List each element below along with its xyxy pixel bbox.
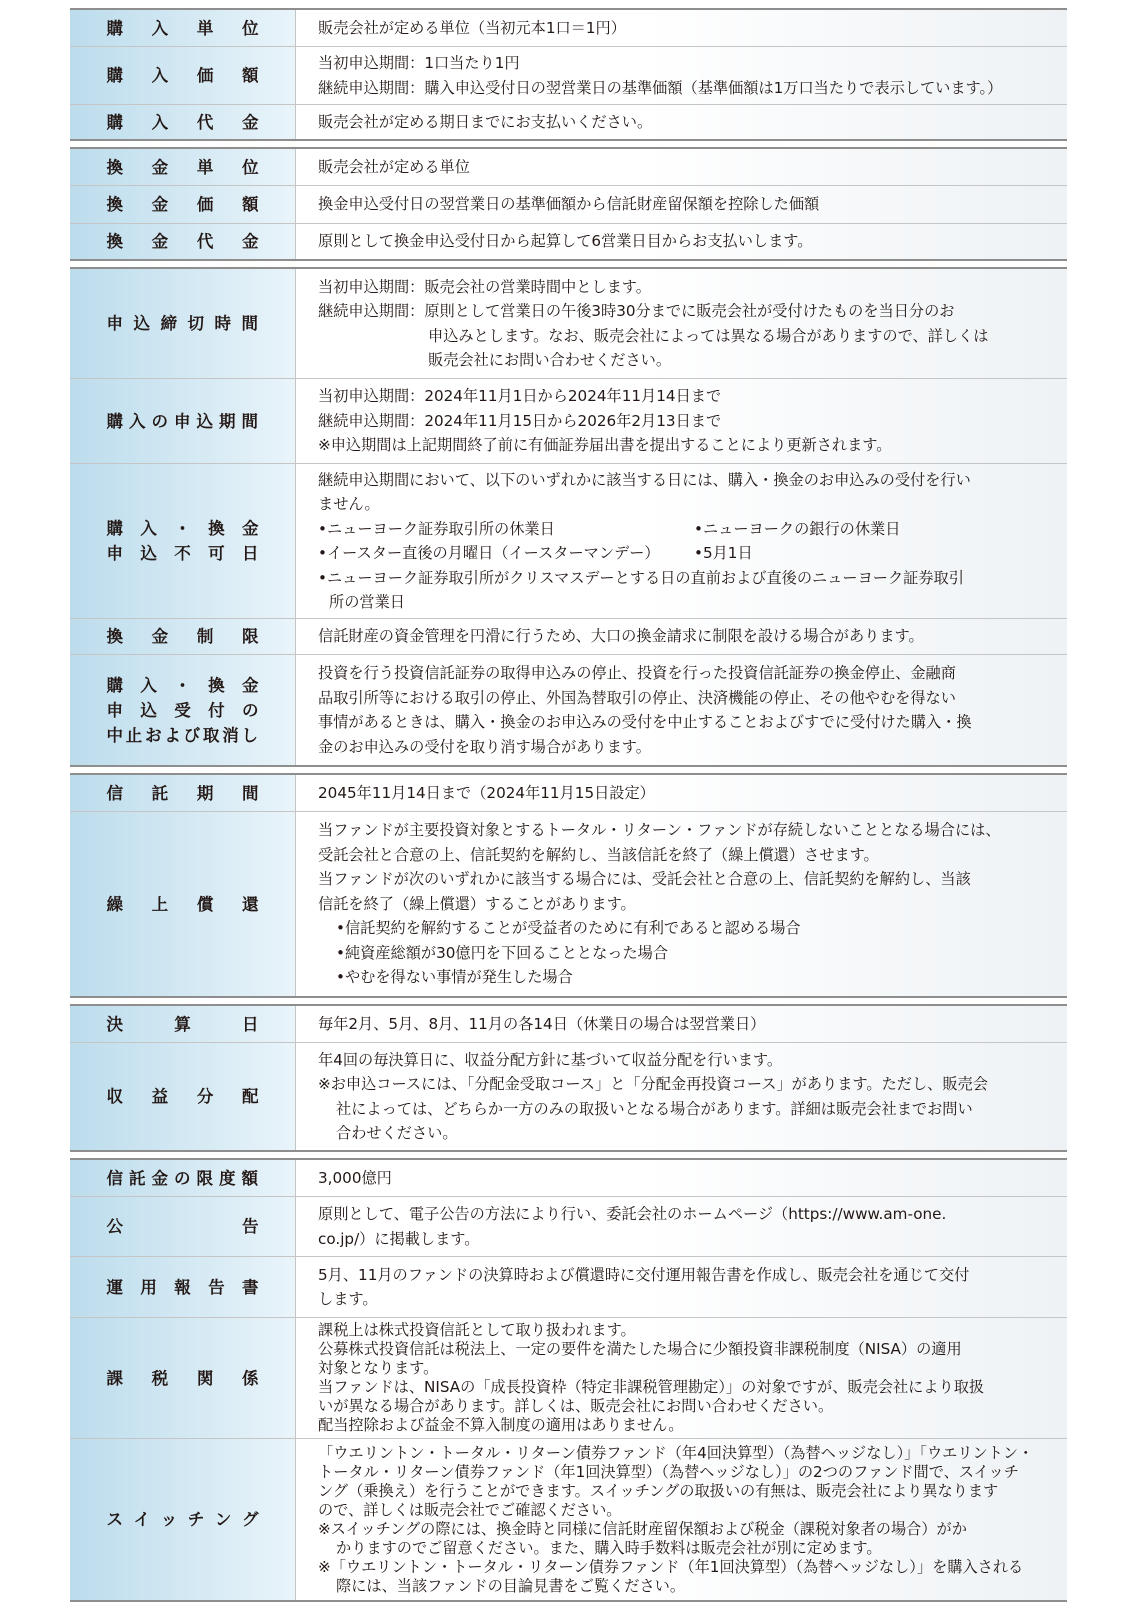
value-line: 換金申込受付日の翌営業日の基準価額から信託財産留保額を控除した価額 <box>318 195 820 214</box>
value-line: 当ファンドが主要投資対象とするトータル・リターン・ファンドが存続しないこととなる場合には、 <box>318 821 1001 840</box>
row-label <box>70 775 296 811</box>
row-label <box>70 1257 296 1317</box>
value-line: ※申込期間は上記期間終了前に有価証券届出書を提出することにより更新されます。 <box>318 436 892 455</box>
value-line: 当初申込期間：1口当たり1円 <box>318 54 520 72</box>
value-line: 所の営業日 <box>329 593 405 611</box>
value-line: ません。 <box>318 495 380 513</box>
label-text: 運 用 報 告 書 <box>106 1277 259 1297</box>
row-value <box>296 105 1067 139</box>
row-value <box>296 10 1067 46</box>
value-line: いが異なる場合があります。詳しくは、販売会社にお問い合わせください。 <box>318 1397 834 1415</box>
row-redemption-price <box>70 185 1067 223</box>
row-label <box>70 619 296 654</box>
label-text: 中 止 お よ び 取 消 し <box>106 725 259 745</box>
label-text: 換 金 制 限 <box>106 627 259 646</box>
label-text: 収 益 分 配 <box>106 1087 259 1106</box>
value-line: ※「ウエリントン・トータル・リターン債券ファンド（年1回決算型）（為替ヘッジなし）」を購入される <box>318 1557 1024 1576</box>
row-trust-limit <box>70 1160 1067 1196</box>
label-text: 申 込 不 可 日 <box>106 544 259 563</box>
row-label <box>70 464 296 618</box>
value-line: します。 <box>318 1290 378 1308</box>
value-line: 継続申込期間：購入申込受付日の翌営業日の基準価額（基準価額は1万口当たりで表示しています。） <box>318 78 1003 97</box>
row-label <box>70 10 296 46</box>
value-line: 金のお申込みの受付を取り消す場合があります。 <box>318 737 651 756</box>
value-line: 信託財産の資金管理を円滑に行うため、大口の換金請求に制限を設ける場合があります。 <box>318 627 924 646</box>
value-line: 当ファンドが次のいずれかに該当する場合には、受託会社と合意の上、信託契約を解約し、当該 <box>318 870 971 889</box>
row-value <box>296 1043 1067 1150</box>
value-line: 毎年2月、5月、8月、11月の各14日（休業日の場合は翌営業日） <box>318 1014 766 1033</box>
row-label <box>70 1006 296 1042</box>
value-line: 販売会社が定める単位 <box>318 157 470 176</box>
row-trust-period <box>70 775 1067 811</box>
value-line: 社によっては、どちらか一方のみの取扱いとなる場合があります。詳細は販売会社までお問い <box>336 1099 973 1118</box>
redemption-group <box>70 147 1067 261</box>
value-line: 「ウエリントン・トータル・リターン債券ファンド（年4回決算型）（為替ヘッジなし）」「ウエリントン・ <box>318 1443 1034 1462</box>
value-line: 信託を終了（繰上償還）することがあります。 <box>318 894 636 913</box>
label-text: 購 入 の 申 込 期 間 <box>106 411 259 431</box>
row-value <box>296 186 1067 223</box>
value-line: ※お申込コースには、「分配金受取コース」と「分配金再投資コース」があります。ただし、販売会 <box>318 1075 988 1093</box>
value-line: 際には、当該ファンドの目論見書をご覧ください。 <box>336 1576 686 1595</box>
value-line: 事情があるときは、購入・換金のお申込みの受付を中止することおよびすでに受付けた購入・換 <box>318 713 972 731</box>
row-redemption-payment <box>70 223 1067 259</box>
value-line: •ニューヨーク証券取引所の休業日 <box>318 519 555 538</box>
value-line: ので、詳しくは販売会社でご確認ください。 <box>318 1500 622 1519</box>
row-suspension <box>70 654 1067 765</box>
row-settlement-date <box>70 1006 1067 1042</box>
row-label <box>70 269 296 378</box>
row-label <box>70 812 296 996</box>
label-text: 購 入 代 金 <box>106 112 259 132</box>
value-line: 配当控除および益金不算入制度の適用はありません。 <box>318 1416 684 1434</box>
row-value <box>296 224 1067 259</box>
row-label <box>70 47 296 104</box>
row-label <box>70 1439 296 1600</box>
row-value <box>296 1318 1067 1438</box>
row-value <box>296 464 1067 618</box>
value-line: 当ファンドは、NISAの「成長投資枠（特定非課税管理勘定）」の対象ですが、販売会社により取扱 <box>318 1378 985 1396</box>
row-purchase-price <box>70 46 1067 104</box>
other-group <box>70 1158 1067 1602</box>
row-public-notice <box>70 1196 1067 1256</box>
label-text: 購 入 価 額 <box>106 66 259 85</box>
value-line: かりますのでご留意ください。また、購入時手数料は販売会社が別に定めます。 <box>336 1538 882 1557</box>
value-line: 投資を行う投資信託証券の取得申込みの停止、投資を行った投資信託証券の換金停止、金融商 <box>318 664 956 682</box>
row-label <box>70 149 296 185</box>
value-line: ※スイッチングの際には、換金時と同様に信託財産留保額および税金（課税対象者の場合）がか <box>318 1519 967 1538</box>
row-label <box>70 105 296 139</box>
row-value <box>296 1160 1067 1196</box>
row-value <box>296 1257 1067 1317</box>
value-line: 原則として換金申込受付日から起算して6営業日目からお支払いします。 <box>318 232 813 251</box>
label-text: 信 託 期 間 <box>106 783 259 803</box>
row-early-redemption <box>70 811 1067 996</box>
row-value <box>296 149 1067 185</box>
row-label <box>70 1043 296 1150</box>
value-line: 当初申込期間：2024年11月1日から2024年11月14日まで <box>318 387 722 406</box>
value-line: •ニューヨークの銀行の休業日 <box>694 519 901 538</box>
label-text: 繰 上 償 還 <box>106 894 259 914</box>
row-redemption-limit <box>70 618 1067 654</box>
value-line: ング（乗換え）を行うことができます。スイッチングの取扱いの有無は、販売会社により異なります <box>318 1481 999 1500</box>
trust-group <box>70 773 1067 998</box>
row-label <box>70 186 296 223</box>
settlement-group <box>70 1004 1067 1152</box>
row-application-period <box>70 378 1067 463</box>
label-text: 換 金 代 金 <box>106 232 259 251</box>
row-value <box>296 269 1067 378</box>
value-line: 年4回の毎決算日に、収益分配方針に基づいて収益分配を行います。 <box>318 1050 783 1069</box>
row-label <box>70 1197 296 1256</box>
label-text: 購 入 単 位 <box>106 18 259 38</box>
row-value <box>296 1006 1067 1042</box>
value-line: 継続申込期間：原則として営業日の午後3時30分までに販売会社が受付けたものを当日分のお <box>318 302 955 320</box>
row-value <box>296 379 1067 463</box>
row-cutoff-time <box>70 269 1067 378</box>
row-taxation <box>70 1317 1067 1438</box>
label-text: 購 入 ・ 換 金 <box>106 675 259 695</box>
label-text: 課 税 関 係 <box>106 1368 259 1388</box>
value-line: 2045年11月14日まで（2024年11月15日設定） <box>318 783 655 802</box>
value-line: 継続申込期間：2024年11月15日から2026年2月13日まで <box>318 411 722 430</box>
row-label <box>70 1160 296 1196</box>
label-text: 購 入 ・ 換 金 <box>106 519 259 538</box>
value-line: 対象となります。 <box>318 1359 439 1377</box>
row-value <box>296 775 1067 811</box>
row-unavailable-days <box>70 463 1067 618</box>
value-line: 3,000億円 <box>318 1168 392 1187</box>
value-line: co.jp/）に掲載します。 <box>318 1229 480 1248</box>
value-line: 販売会社が定める期日までにお支払いください。 <box>318 112 653 131</box>
fund-summary-table <box>70 8 1067 1602</box>
row-value <box>296 1197 1067 1256</box>
row-label <box>70 379 296 463</box>
value-line: 販売会社にお問い合わせください。 <box>428 351 671 369</box>
label-text: 申 込 締 切 時 間 <box>106 314 259 333</box>
label-text: 申 込 受 付 の <box>106 700 259 720</box>
value-pair <box>318 541 1053 566</box>
row-value <box>296 655 1067 765</box>
row-redemption-unit <box>70 149 1067 185</box>
row-purchase-unit <box>70 10 1067 46</box>
row-distribution <box>70 1042 1067 1150</box>
value-line: 課税上は株式投資信託として取り扱われます。 <box>318 1321 636 1339</box>
value-line: 販売会社が定める単位（当初元本1口＝1円） <box>318 18 626 37</box>
value-line: 原則として、電子公告の方法により行い、委託会社のホームページ（https://www.am-one. <box>318 1205 947 1223</box>
row-value <box>296 47 1067 104</box>
value-line: 合わせください。 <box>336 1124 458 1142</box>
value-line: 5月、11月のファンドの決算時および償還時に交付運用報告書を作成し、販売会社を通じて交付 <box>318 1265 970 1284</box>
row-switching <box>70 1438 1067 1600</box>
value-pair <box>318 517 1053 542</box>
value-line: •やむを得ない事情が発生した場合 <box>336 968 573 987</box>
label-text: 信 託 金 の 限 度 額 <box>106 1168 259 1188</box>
label-text: 決 算 日 <box>106 1014 259 1034</box>
value-line: トータル・リターン債券ファンド（年1回決算型）（為替ヘッジなし）」の2つのファンド間で、スイッチ <box>318 1462 1019 1481</box>
value-line: 受託会社と合意の上、信託契約を解約し、当該信託を終了（繰上償還）させます。 <box>318 845 879 864</box>
row-label <box>70 1318 296 1438</box>
value-line: •信託契約を解約することが受益者のために有利であると認める場合 <box>336 919 801 938</box>
label-text: 換 金 単 位 <box>106 157 259 177</box>
value-line: 品取引所等における取引の停止、外国為替取引の停止、決済機能の停止、その他やむを得ない <box>318 688 956 707</box>
row-operation-report <box>70 1256 1067 1317</box>
label-text: ス イ ッ チ ン グ <box>106 1510 259 1529</box>
value-line: 申込みとします。なお、販売会社によっては異なる場合がありますので、詳しくは <box>428 326 989 345</box>
purchase-group <box>70 8 1067 141</box>
row-purchase-payment <box>70 104 1067 139</box>
value-line: 当初申込期間：販売会社の営業時間中とします。 <box>318 277 651 296</box>
value-line: 公募株式投資信託は税法上、一定の要件を満たした場合に少額投資非課税制度（NISA）の適用 <box>318 1340 962 1358</box>
row-label <box>70 655 296 765</box>
label-text: 換 金 価 額 <box>106 195 259 214</box>
row-label <box>70 224 296 259</box>
application-group <box>70 267 1067 767</box>
value-line: 継続申込期間において、以下のいずれかに該当する日には、購入・換金のお申込みの受付を行い <box>318 470 971 489</box>
value-line: •純資産総額が30億円を下回ることとなった場合 <box>336 943 669 962</box>
value-line: •5月1日 <box>694 544 753 562</box>
row-value <box>296 619 1067 654</box>
row-value <box>296 812 1067 996</box>
value-line: •ニューヨーク証券取引所がクリスマスデーとする日の直前および直後のニューヨーク証券取引 <box>318 568 964 587</box>
label-text: 公 告 <box>106 1217 259 1236</box>
row-value <box>296 1439 1067 1600</box>
value-line: •イースター直後の月曜日（イースターマンデー） <box>318 544 660 562</box>
